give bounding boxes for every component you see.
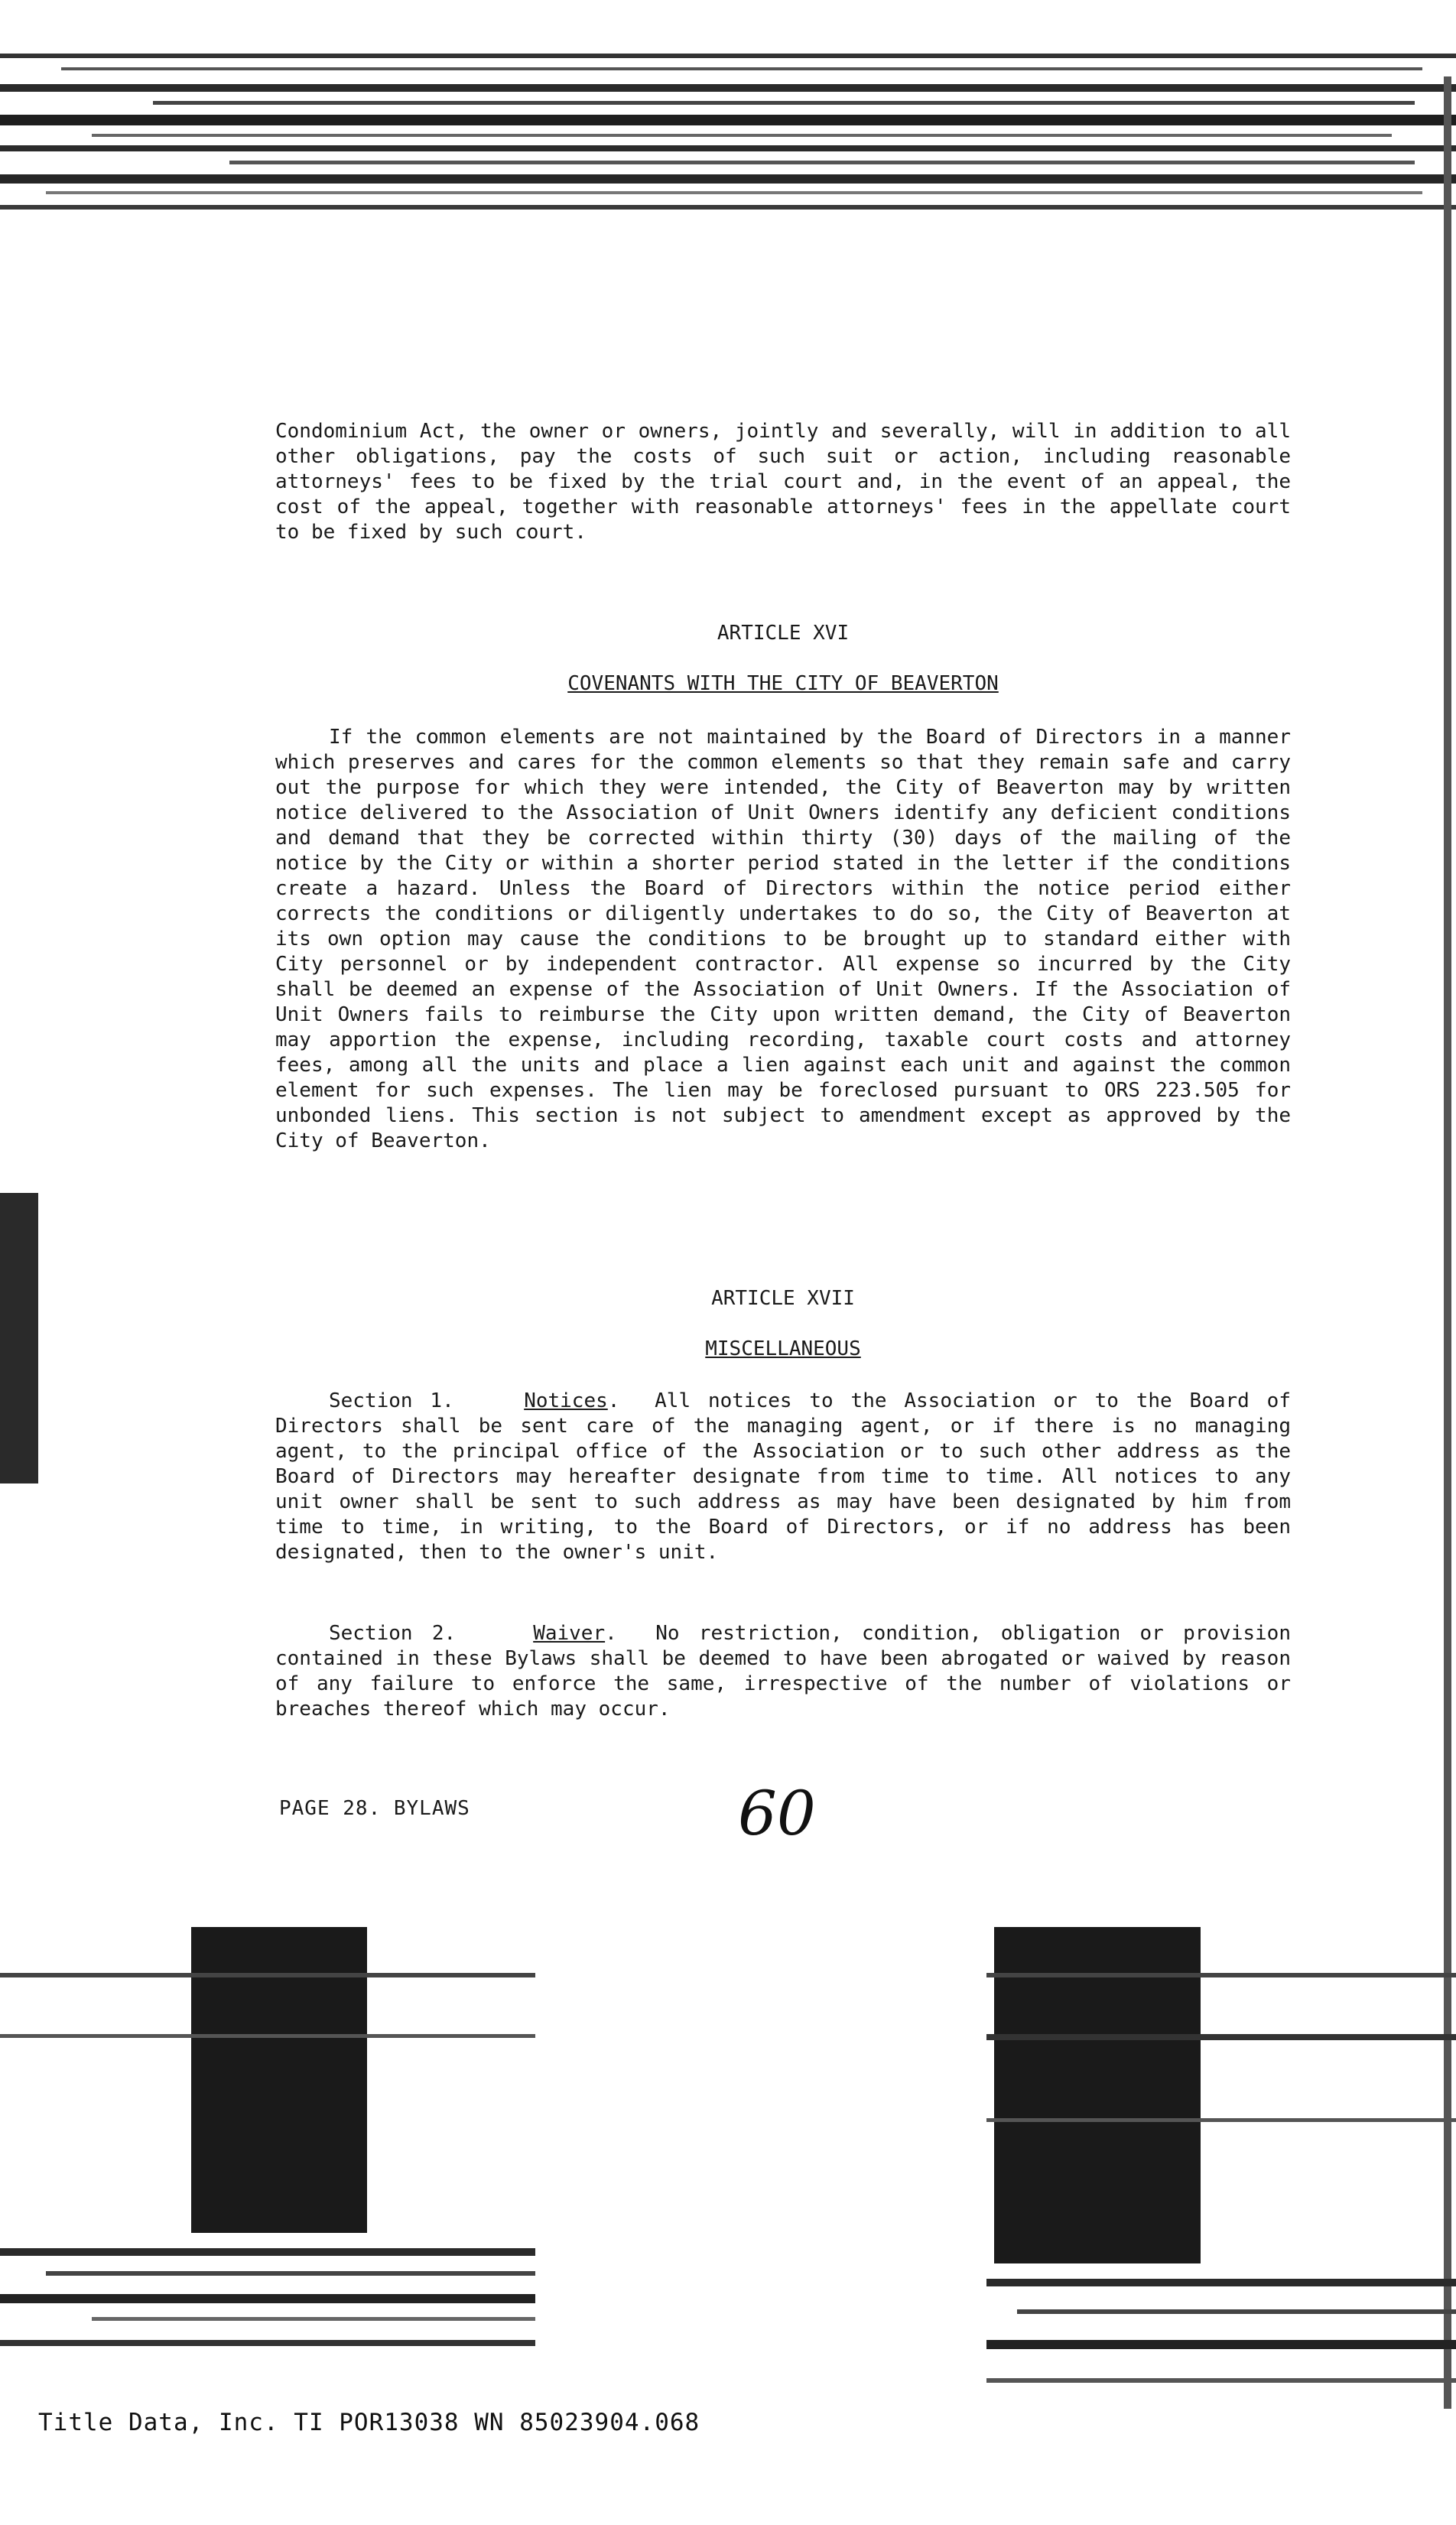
article-16-body: If the common elements are not maintained by the Board of Directors in a manner which preserves and cares for the common elements so that they remain safe and carry out the purpose for which they were intended, the City of Beaverton may by written notice delivered to the Association of Unit Owners identify any deficient conditions and demand that they be corrected within thirty (30) days of the mailing of the notice by the City or within a shorter period stated in the letter if the conditions create a hazard. Unless the Board of Directors within the notice period either corrects the conditions or diligently undertakes to do so, the City of Beaverton at its own option may cause the conditions to be brought up to standard either with City personnel or by independent contractor. All expense so incurred by the City shall be deemed an expense of the Association of Unit Owners. If the Association of Unit Owners fails to reimburse the City upon written demand, the City of Beaverton may apportion the expense, including recording, taxable court costs and attorney fees, among all the units and place a lien against each unit and against the common element for such expenses. The lien may be foreclosed pursuant to ORS 223.505 for unbonded liens. This section is not subject to amendment except as approved by the City of Beaverton. (275, 726, 1291, 1152)
scan-noise-top (0, 31, 1456, 229)
intro-paragraph: Condominium Act, the owner or owners, jointly and severally, will in addition to all other obligations, pay the costs of such suit or action, including reasonable attorneys' fees to be fixed by the trial court and, in the event of an appeal, the cost of the appeal, together with reasonable attorneys' fees in the appellate court to be fixed by such court. (275, 420, 1291, 544)
article-16-title: COVENANTS WITH THE CITY OF BEAVERTON (567, 672, 999, 695)
article-17-number: ARTICLE XVII (711, 1287, 855, 1310)
section-1-body: All notices to the Association or to the Board of Directors shall be sent care of the managing agent, or if there is no managing agent, to the principal office of the Association or to such other address as the Board of Directors may hereafter designate from time to time. All notices to any unit owner shall be sent to such address as may have been designated by him from time to time, in writing, to the Board of Directors, or if no address has been designated, then to the owner's unit. (275, 1389, 1291, 1564)
section-2-body: No restriction, condition, obligation or provision contained in these Bylaws shall be deemed to have been abrogated or waived by reason of any failure to enforce the same, irrespective of the number of violations or breaches thereof which may occur. (275, 1622, 1291, 1721)
scan-noise-bottom-right (986, 1927, 1456, 2401)
article-17-title: MISCELLANEOUS (705, 1337, 861, 1360)
article-16-number: ARTICLE XVI (717, 622, 850, 645)
section-2-label: Section 2. (329, 1622, 457, 1645)
page-label: PAGE 28. BYLAWS (279, 1797, 470, 1820)
article-17-section-1: Section 1. Notices. All notices to the Association or to the Board of Directors shall be sent care of the managing agent, or if there is no managing agent, to the principal office of the Association or to such other address as the Board of Directors may hereafter designate from time to time. All notices to any unit owner shall be sent to such address as may have been designated by him from time to time, in writing, to the Board of Directors, or if no address has been designated, then to the owner's unit. (275, 1389, 1291, 1564)
scan-noise-bottom-left (0, 1912, 535, 2371)
section-1-label: Section 1. (329, 1389, 454, 1412)
section-2-heading: Waiver (533, 1622, 606, 1645)
handwritten-page-number: 60 (738, 1778, 816, 1849)
section-1-heading: Notices (524, 1389, 608, 1412)
scan-artifact-left-bar (0, 1193, 38, 1483)
title-data-stamp: Title Data, Inc. TI POR13038 WN 85023904.068 (38, 2409, 700, 2436)
article-17-section-2: Section 2. Waiver. No restriction, condition, obligation or provision contained in these Bylaws shall be deemed to have been abrogated or waived by reason of any failure to enforce the same, irrespective of the number of violations or breaches thereof which may occur. (275, 1622, 1291, 1721)
